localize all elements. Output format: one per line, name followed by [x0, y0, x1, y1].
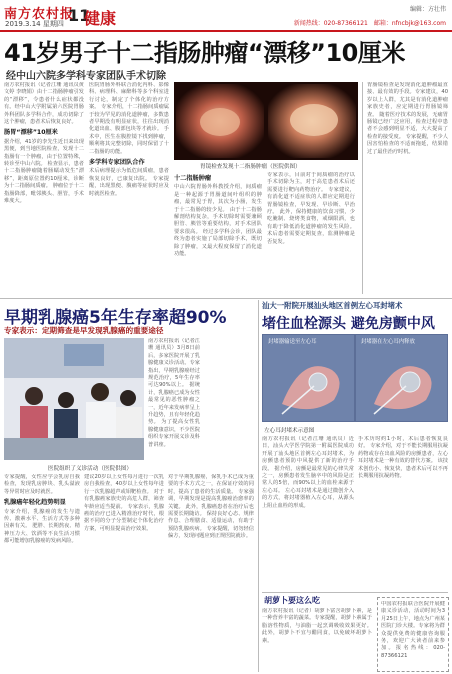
- paragraph: 肿瘤位于十二指肠降部，毗邻胰头、胆管，手术难度大。: [4, 183, 84, 205]
- paragraph: 术后患者需要定期复查，监测肿瘤是否复发。: [267, 231, 355, 245]
- paragraph: 据统计，乳腺癌已成为女性最常见的恶性肿瘤之一，近年来发病率呈上升趋势，且有年轻化趋势。: [148, 382, 200, 426]
- breast-subhead: 乳腺癌年轻化趋势明显: [4, 499, 66, 507]
- lead-column-2: [89, 82, 169, 294]
- paragraph: 专家提醒，切勿轻信偏方，发现问题应到正规医院就诊。: [168, 525, 254, 540]
- paragraph: 南方农村报讯（记者江珊 通讯员）3月8日前后，多家医院开展了乳腺健康义诊活动。专家指出，早期乳腺癌经过规范治疗，5年生存率可达90%以上。: [148, 338, 200, 389]
- paragraph: 为了提高女性乳腺健康意识，不少医院组织专家开展义诊及科普讲座。: [148, 419, 200, 448]
- paragraph: 对于有乳腺癌家族史的高危人群，筛查年龄应适当提前。: [84, 488, 164, 510]
- endoscopy-caption: 胃镜检查发现十二指肠肿瘤（医院供图）: [200, 164, 301, 170]
- paragraph: 此外，保持健康的饮食习惯，少吃腌制、烧烤类食物，戒烟限酒，也有助于降低消化道肿瘤的发生风险。: [267, 209, 355, 230]
- paragraph: 随着医疗技术的发展，无痛胃肠镜已经广泛应用，检查过程中患者不会感到明显不适，大大提高了检查的接受度。: [367, 111, 448, 140]
- clinic-photo: [4, 338, 144, 460]
- paragraph: 经过多学科会诊，团队最终为患者实施了局部切除手术，既切除了肿瘤，又最大程度保留了消化道功能。: [174, 228, 262, 258]
- paragraph: 专家提醒，出现黑便、腹痛等症状时应及时就医检查。: [89, 175, 169, 197]
- column-divider: [258, 300, 259, 672]
- paragraph: 南方农村报讯（记者江珊 通讯员黄文婷 李晓娟）由十二指肠肿瘤引发的“漂移”，令患者什么症状都没有。经中山大学附属第六医院胃肠外科团队多学科合作，成功切除了这个肿瘤，患者术后恢复良好。: [4, 82, 84, 126]
- page-number: 11: [68, 6, 91, 25]
- stroke-headline: 堵住血栓源头 避免房颤中风: [262, 316, 435, 332]
- paragraph: 肥胖、长期熬夜、精神压力大、饮酒等不良生活习惯都可能增加乳腺癌的发病风险。: [4, 523, 80, 545]
- paragraph: 专家提醒，女性应学会乳房自我检查，发现乳房肿块、乳头溢液等异常时应及时就医。: [4, 474, 80, 495]
- stroke-column-2: [358, 436, 448, 588]
- brief-headline: 胡萝卜要这么吃: [264, 596, 320, 605]
- news-hotline: 新闻热线：020-87366121 邮箱：nfncbjk@163.com: [293, 20, 446, 27]
- paragraph: 手术历时约1小时，术后患者恢复良好。: [358, 436, 448, 450]
- occluder-diagram: [262, 334, 448, 422]
- lead-subhead-2: 多学科专家团队合作: [89, 159, 145, 167]
- paragraph: 医院胃肠外科联合消化内科、影像科、病理科、麻醉科等多个科室进行讨论，制定了个体化的治疗方案。: [89, 82, 169, 111]
- lead-headline: 41岁男子十二指肠肿瘤“漂移”10厘米: [4, 39, 405, 67]
- endoscopy-image: [174, 82, 358, 160]
- lead-column-1: [4, 82, 84, 294]
- section-divider: [0, 298, 452, 299]
- paragraph: 专家表示，乳腺癌的治疗已进入精准治疗时代，根据不同的分子分型制定个体化治疗方案，可明显提高治疗效果。: [84, 503, 164, 532]
- breast-subtitle: 专家表示：定期筛查是早发现乳腺癌的重要途径: [4, 326, 164, 335]
- paragraph: 此外，胡萝卜不宜与醋同食，以免破坏胡萝卜素。: [262, 630, 372, 644]
- paragraph: 此外，乳腺癌患者在治疗后也需要长期随访。: [168, 503, 254, 518]
- diagram-label-left: 封堵器输送至左心耳: [268, 339, 317, 345]
- paragraph: 专家表示，目前对于间质瘤的治疗以手术切除为主，对于高危患者术后还需要进行靶向药物治疗。: [267, 172, 355, 193]
- breast-headline: 早期乳腺癌5年生存率超90%: [4, 308, 227, 328]
- breast-column-2: [4, 474, 80, 670]
- lead-column-4: [267, 172, 355, 294]
- lead-subhead-3: 十二指肠肿瘤: [174, 175, 212, 182]
- paragraph: 检查显示，患者十二指肠肿瘤随着肠蠕动发生“漂移”，距离原位置约10厘米，诊断为十二指肠间质瘤。: [4, 161, 84, 190]
- paragraph: 手术中，医生在腹腔镜下找到肿瘤，顺利将其完整切除，同时保留了十二指肠的功能。: [89, 126, 169, 155]
- paragraph: 对于早期乳腺癌，保乳手术已成为重要的手术方式之一，在保证疗效的同时，提高了患者的生活质量。: [168, 474, 254, 495]
- paragraph: 专家建议，有消化道不适症状的人群应定期进行胃肠镜检查，早发现、早诊断、早治疗。: [267, 186, 355, 216]
- stroke-column-1: [262, 436, 354, 588]
- clinic-caption: 医院组织了义诊活动（医院供图）: [48, 466, 132, 472]
- column-divider: [362, 82, 363, 294]
- paragraph: 专家提醒，不少人因害怕检查的不适而拖延，结果错过了最佳治疗时机。: [367, 133, 448, 155]
- masthead: [0, 0, 452, 32]
- lead-subhead-1: 肠胃“漂移”10厘米: [4, 129, 58, 137]
- section-title: 健康: [84, 9, 117, 28]
- paragraph: 专家强调，早期发现是提高乳腺癌治愈率的关键。: [168, 488, 254, 510]
- notice-text: 中国农村报联合医院开展健康义诊活动，活动时间为3月25日上午，地点为广州某医院门诊大楼。专家将为群众提供免费的健康咨询服务，欢迎广大读者前来参加。报名热线：020-87366121: [381, 601, 445, 659]
- paragraph: 专家介绍，对于不能长期服用抗凝药物或存在出血风险的房颤患者，左心耳封堵术是一种有效的替代方案。: [358, 443, 448, 465]
- diagram-label-right: 封堵器在左心耳内释放: [361, 339, 415, 345]
- paragraph: 专家介绍，十二指肠间质瘤属于较为罕见的消化道肿瘤，多数患者早期没有明显症状，往往出现消化道出血、腹部包块等才就诊。: [89, 104, 169, 133]
- paragraph: 由于十二指肠解剖结构复杂，手术切除时需要兼顾胆管、胰管等重要结构，对手术团队要求很高。: [174, 206, 262, 235]
- paragraph: 专家介绍，乳腺癌的发生与遗传、激素水平、生活方式等多种因素有关。: [4, 508, 80, 530]
- breast-column-4: [168, 474, 254, 670]
- lead-column-5: [367, 82, 448, 294]
- occluder-illustration: [262, 334, 448, 422]
- brief-column: [262, 608, 372, 670]
- notice-box: [377, 597, 449, 672]
- endoscopy-photo: [174, 82, 358, 160]
- breast-column-1: [148, 338, 200, 460]
- paragraph: 据介绍，房颤是最常见的心律失常之一，房颤患者发生脑卒中的风险是正常人的5倍，而90%以上的血栓来源于左心耳。: [262, 465, 354, 494]
- clinic-image: [4, 338, 144, 460]
- paragraph: 胃肠镜检查是发现消化道肿瘤最直接、最有效的手段。专家建议，40岁以上人群，尤其是有消化道肿瘤家族史者，应定期进行胃肠镜筛查。: [367, 82, 448, 118]
- paragraph: 南方农村报讯（记者江珊 通讯员）近日，汕头大学医学院第一附属医院成功开展了汕头地区首例左心耳封堵术，为房颤患者预防中风提供了新的治疗手段。: [262, 436, 354, 472]
- editor-credit: 编辑：方壮伟: [409, 6, 446, 13]
- section-divider: [262, 592, 448, 593]
- paragraph: 保持良好心态、规律作息、合理膳食、适量运动，有助于预防乳腺疾病。: [168, 511, 254, 532]
- paragraph: 南方农村报讯（记者）胡萝卜富含胡萝卜素，是一种营养丰富的蔬菜。专家提醒，胡萝卜素属于脂溶性物质，与油脂一起烹调吸收效果更好。: [262, 608, 372, 629]
- paragraph: 中山六院胃肠外科教授介绍，间质瘤是一种起源于胃肠道间叶组织的肿瘤，最常见于胃，其次为小肠，发生于十二指肠的较少见。: [174, 184, 262, 213]
- occluder-caption: 左心耳封堵术示意图: [264, 428, 315, 434]
- issue-date: 2019.3.14 星期四: [5, 20, 64, 28]
- paragraph: 该技术创伤小、恢复快，患者术后可以不再长期服用抗凝药物。: [358, 458, 448, 480]
- paragraph: 术后病理提示为低危间质瘤，患者恢复良好，已康复出院。: [89, 168, 169, 182]
- paragraph: 左心耳封堵术是通过微创介入的方式，将封堵器植入左心耳，从源头上阻止血栓的形成。: [262, 487, 354, 509]
- newspaper-logo: 南方农村报: [4, 7, 75, 22]
- stroke-kicker: 汕大一附院开展汕头地区首例左心耳封堵术: [262, 301, 403, 310]
- paragraph: 建议20岁以上女性每月进行一次乳房自我检查，40岁以上女性每年进行一次乳腺超声或钼靶检查。: [84, 474, 164, 495]
- lead-subtitle: 经中山六院多学科专家团队手术切除: [6, 71, 166, 82]
- lead-column-3: [174, 172, 262, 294]
- paragraph: 据介绍，41岁的李先生近日来出现黑便，到当地医院检查，发现十二指肠有一个肿瘤，由于位置特殊，转诊至中山六院。: [4, 138, 84, 168]
- breast-column-3: [84, 474, 164, 670]
